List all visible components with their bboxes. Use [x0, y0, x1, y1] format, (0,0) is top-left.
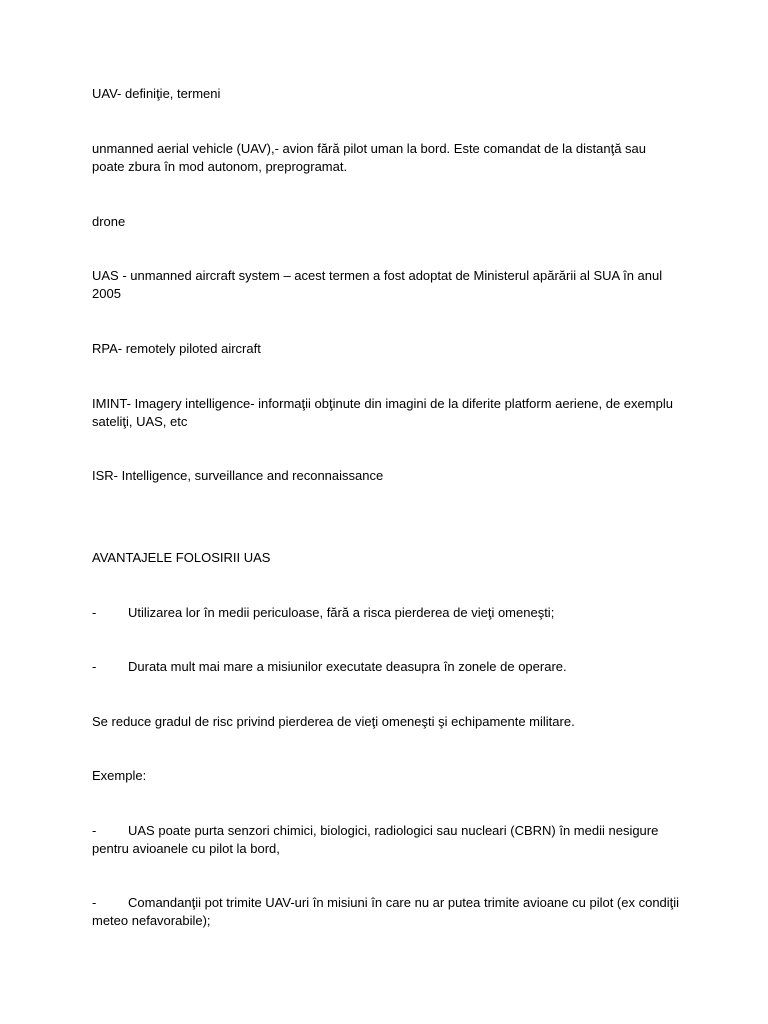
definition-drone: drone: [92, 214, 126, 229]
definition-uav: unmanned aerial vehicle (UAV),- avion fără pilot uman la bord. Este comandat de la distanţă sau poate zbura în mod autonom, preprogramat.: [92, 141, 647, 174]
bullet-dash: -: [92, 823, 97, 838]
definition-uas: UAS - unmanned aircraft system – acest termen a fost adoptat de Ministerul apărării al SUA în anul 2005: [92, 268, 663, 301]
bullet-dash: -: [92, 659, 97, 674]
advantage-item: [92, 658, 682, 676]
example-item: [92, 822, 682, 858]
bullet-dash: -: [92, 605, 97, 620]
advantage-item: [92, 604, 682, 622]
example-text: Comandanţii pot trimite UAV-uri în misiuni în care nu ar putea trimite avioane cu pilot (ex condiţii meteo nefavorabile);: [92, 895, 680, 928]
definition-isr: ISR- Intelligence, surveillance and reconnaissance: [92, 468, 384, 483]
risk-paragraph: Se reduce gradul de risc privind pierderea de vieţi omeneşti şi echipamente militare.: [92, 714, 575, 729]
example-item: [92, 894, 682, 930]
examples-heading: Exemple:: [92, 768, 147, 783]
definition-rpa: RPA- remotely piloted aircraft: [92, 341, 261, 356]
advantage-text: Durata mult mai mare a misiunilor executate deasupra în zonele de operare.: [128, 659, 567, 674]
advantage-text: Utilizarea lor în medii periculoase, fără a risca pierderea de vieţi omeneşti;: [128, 605, 555, 620]
advantages-heading: AVANTAJELE FOLOSIRII UAS: [92, 550, 271, 565]
bullet-dash: -: [92, 895, 97, 910]
document-title: UAV- definiţie, termeni: [92, 86, 221, 101]
definition-imint: IMINT- Imagery intelligence- informaţii obţinute din imagini de la diferite platform aeriene, de exemplu sateliţi, UAS, etc: [92, 396, 673, 429]
example-text: UAS poate purta senzori chimici, biologici, radiologici sau nucleari (CBRN) în medii nesigure pentru avioanele cu pilot la bord,: [92, 823, 659, 856]
